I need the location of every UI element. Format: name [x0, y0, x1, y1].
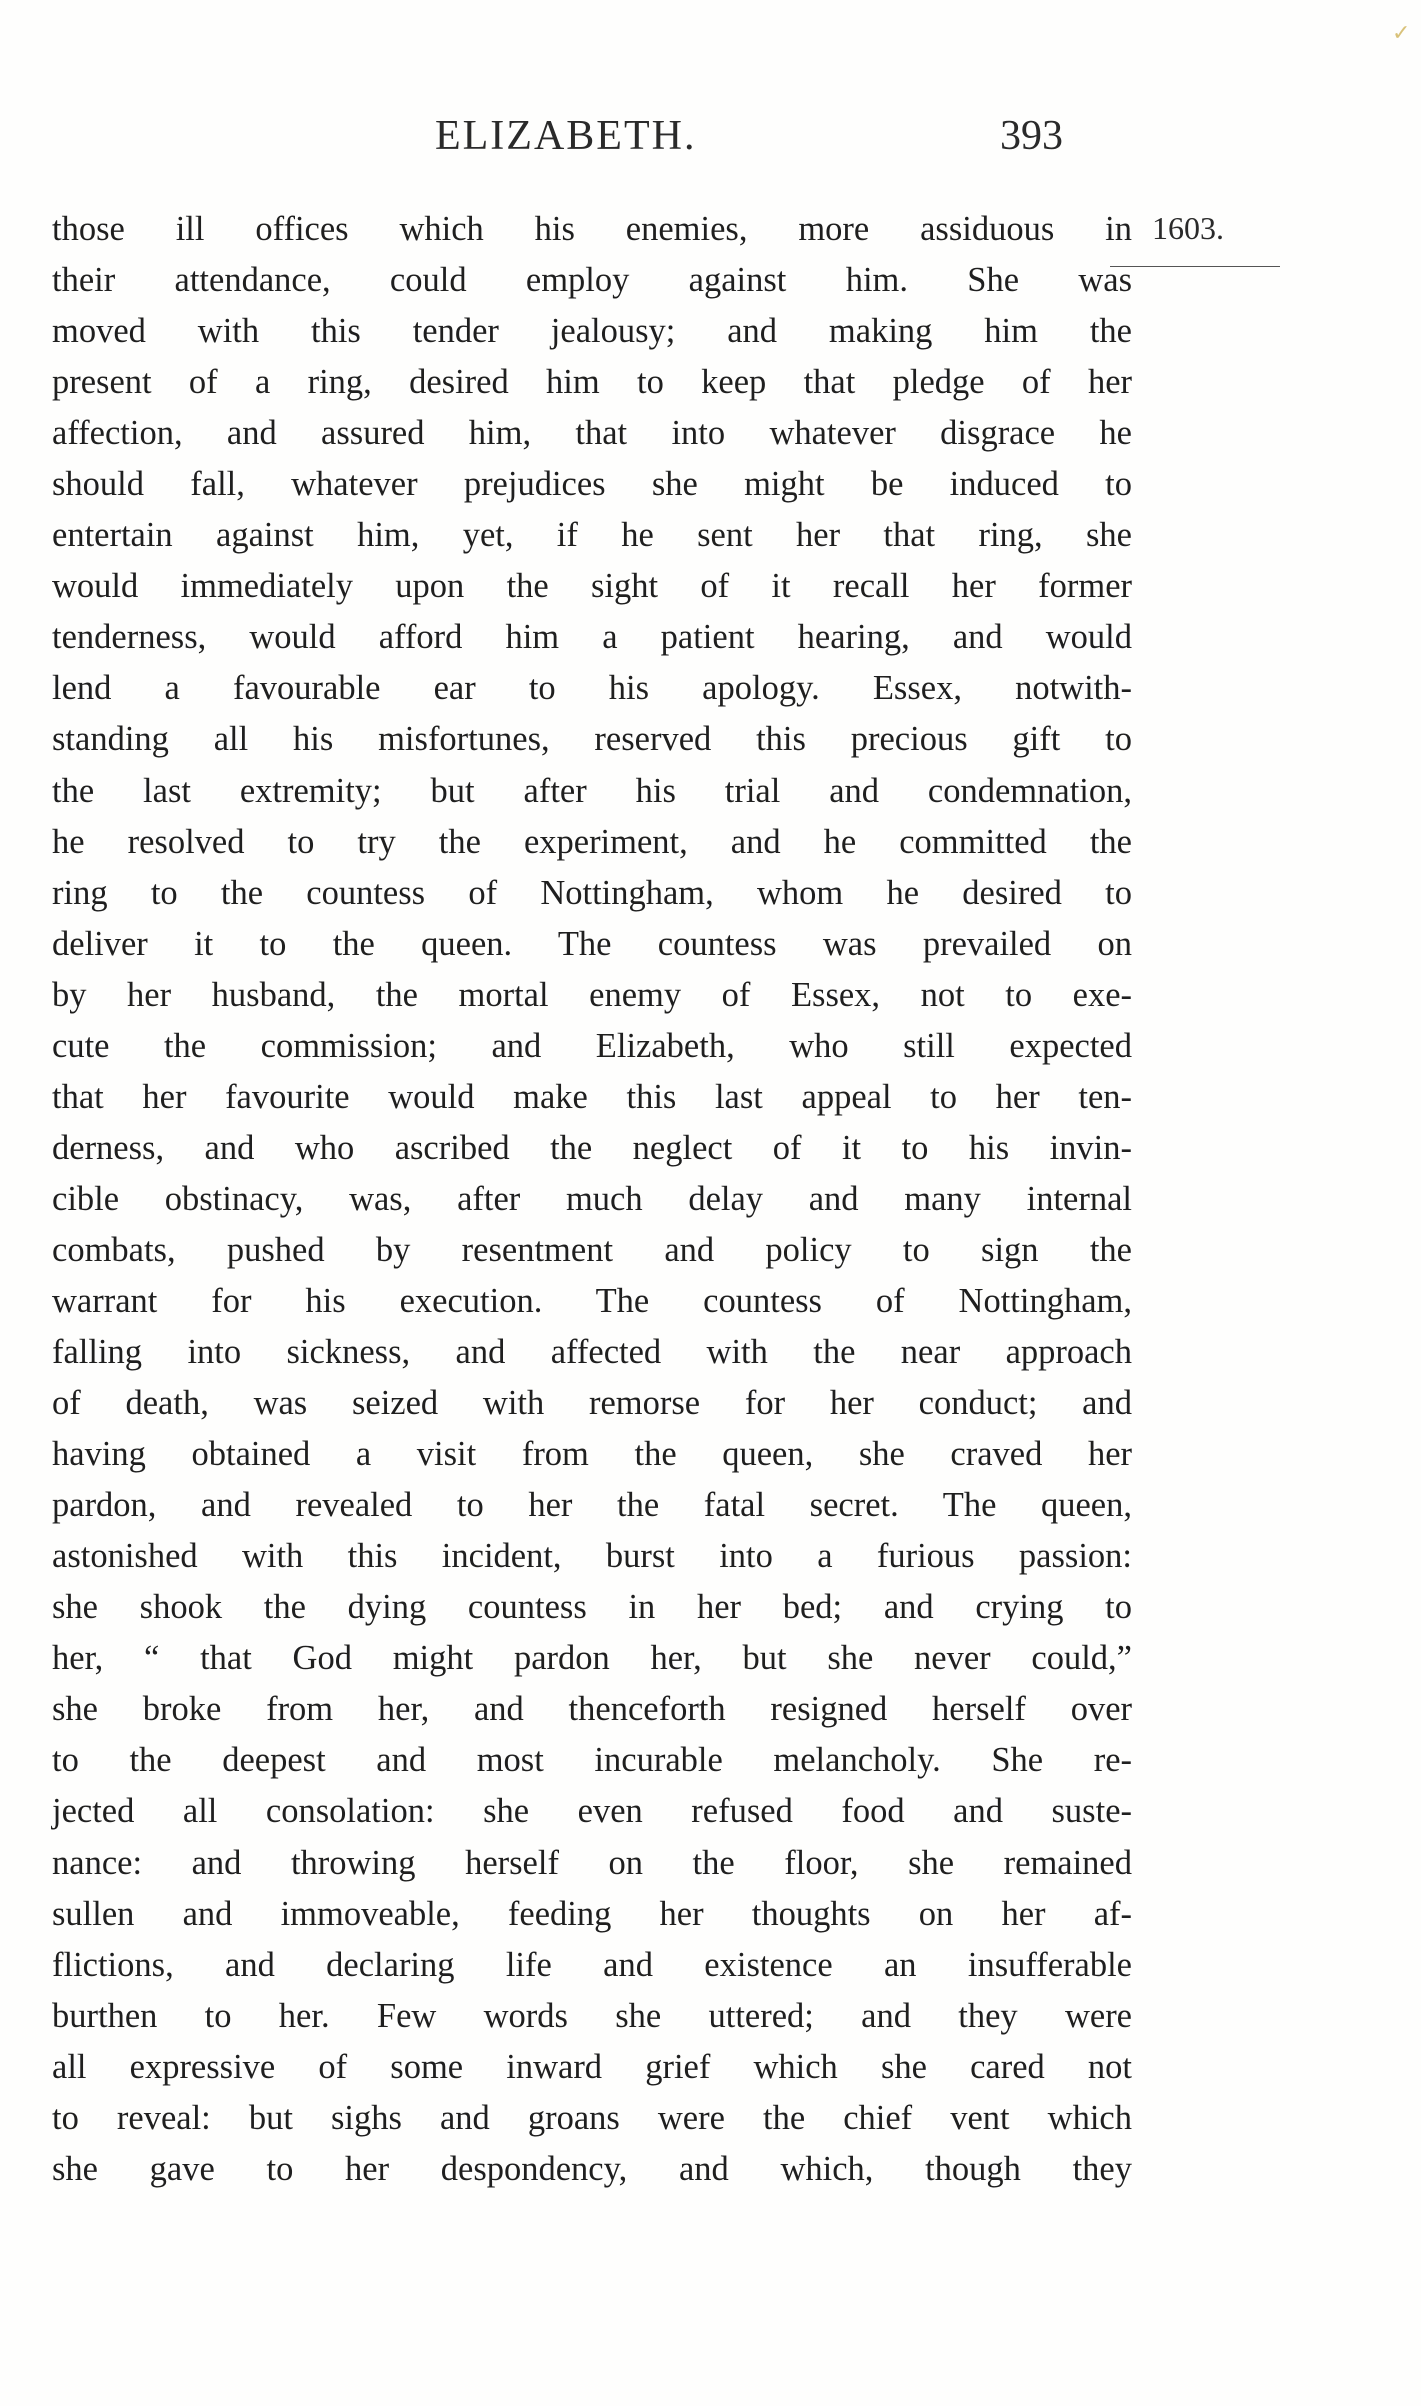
text-line: standing all his misfortunes, reserved this precious gift to — [52, 720, 1132, 759]
text-line: entertain against him, yet, if he sent her that ring, she — [52, 516, 1132, 555]
margin-year-note: 1603. — [1152, 210, 1224, 246]
text-line: flictions, and declaring life and existence an insufferable — [52, 1945, 1132, 1984]
text-line: their attendance, could employ against him. She was — [52, 261, 1132, 300]
text-line: present of a ring, desired him to keep that pledge of her — [52, 363, 1132, 402]
text-line: to the deepest and most incurable melancholy. She re- — [52, 1741, 1132, 1780]
text-line: should fall, whatever prejudices she might be induced to — [52, 465, 1132, 504]
text-line: ring to the countess of Nottingham, whom he desired to — [52, 873, 1132, 912]
body-text — [52, 204, 1132, 2195]
text-line: moved with this tender jealousy; and making him the — [52, 312, 1132, 351]
page-number: 393 — [1000, 113, 1063, 159]
text-line: burthen to her. Few words she uttered; and they were — [52, 1996, 1132, 2035]
text-line: derness, and who ascribed the neglect of it to his invin- — [52, 1128, 1132, 1167]
text-line: she gave to her despondency, and which, though they — [52, 2149, 1132, 2188]
text-line: having obtained a visit from the queen, she craved her — [52, 1435, 1132, 1474]
text-line: by her husband, the mortal enemy of Essex, not to exe- — [52, 975, 1132, 1014]
text-line: of death, was seized with remorse for her conduct; and — [52, 1384, 1132, 1423]
text-line: falling into sickness, and affected with the near approach — [52, 1333, 1132, 1372]
text-line: she shook the dying countess in her bed; and crying to — [52, 1588, 1132, 1627]
text-line: would immediately upon the sight of it recall her former — [52, 567, 1132, 606]
text-line: all expressive of some inward grief which she cared not — [52, 2047, 1132, 2086]
text-line: combats, pushed by resentment and policy to sign the — [52, 1230, 1132, 1269]
text-line: astonished with this incident, burst into a furious passion: — [52, 1537, 1132, 1576]
page-title: ELIZABETH. — [435, 113, 697, 159]
text-line: cible obstinacy, was, after much delay and many internal — [52, 1179, 1132, 1218]
text-line: deliver it to the queen. The countess was prevailed on — [52, 924, 1132, 963]
text-line: those ill offices which his enemies, more assiduous in — [52, 210, 1132, 248]
text-line: jected all consolation: she even refused food and suste- — [52, 1792, 1132, 1831]
text-line: cute the commission; and Elizabeth, who still expected — [52, 1026, 1132, 1065]
text-line: lend a favourable ear to his apology. Essex, notwith- — [52, 669, 1132, 708]
text-line: that her favourite would make this last appeal to her ten- — [52, 1077, 1132, 1116]
text-line: warrant for his execution. The countess of Nottingham, — [52, 1281, 1132, 1320]
text-line: tenderness, would afford him a patient hearing, and would — [52, 618, 1132, 657]
running-head — [0, 112, 1421, 172]
text-line: the last extremity; but after his trial and condemnation, — [52, 771, 1132, 810]
pencil-check-mark: ✓ — [1392, 20, 1411, 45]
text-line: sullen and immoveable, feeding her thoughts on her af- — [52, 1894, 1132, 1933]
text-line: nance: and throwing herself on the floor, she remained — [52, 1843, 1132, 1882]
text-line: to reveal: but sighs and groans were the chief vent which — [52, 2098, 1132, 2137]
text-line: he resolved to try the experiment, and he committed the — [52, 822, 1132, 861]
text-line: pardon, and revealed to her the fatal secret. The queen, — [52, 1486, 1132, 1525]
text-line: she broke from her, and thenceforth resigned herself over — [52, 1690, 1132, 1729]
text-line: her, “ that God might pardon her, but she never could,” — [52, 1639, 1132, 1678]
margin-divider — [1110, 266, 1280, 267]
text-line: affection, and assured him, that into whatever disgrace he — [52, 414, 1132, 453]
